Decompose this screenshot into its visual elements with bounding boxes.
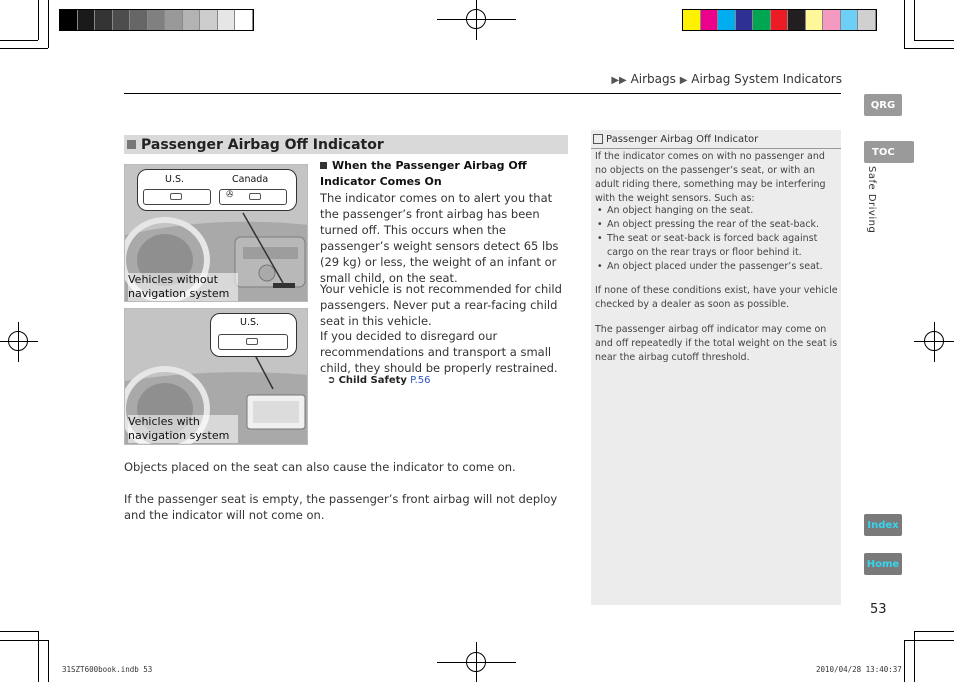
sidebar-title: Passenger Airbag Off Indicator [606,133,759,145]
section-heading [124,135,568,154]
cross-reference[interactable] [327,375,431,386]
square-bullet-icon [127,140,136,149]
crop-mark [38,0,39,40]
color-swatch [701,10,719,30]
color-swatch [60,10,78,30]
crop-mark [904,48,954,49]
paragraph: Objects placed on the seat can also cause the indicator to come on. [124,460,516,474]
sub-heading-text: When the Passenger Airbag Off Indicator Comes On [320,159,527,188]
crop-mark [914,0,915,40]
color-swatch [148,10,166,30]
dashboard-figure-without-nav [124,164,308,302]
color-swatch [823,10,841,30]
crop-mark [0,40,38,41]
sidebar-intro: If the indicator comes on with no passenger and no objects on the passenger’s seat, or with an adult riding there, something may be interfering with the weight sensors. Such as: [595,151,826,204]
crop-mark [904,0,905,48]
color-swatch [183,10,201,30]
color-swatch [78,10,96,30]
breadcrumb-arrow-icon: ▶▶ [611,75,627,86]
gray-color-bar [59,9,254,31]
sidebar-paragraph: If none of these conditions exist, have your vehicle checked by a dealer as soon as possible. [595,285,838,310]
crop-mark [914,631,954,632]
color-swatch [736,10,754,30]
crop-mark [904,640,954,641]
color-swatch [218,10,236,30]
color-swatch [235,10,253,30]
registration-mark [8,331,28,351]
footer-timestamp: 2010/04/28 13:40:37 [816,665,902,674]
region-label-us: U.S. [165,174,185,185]
paragraph: If you decided to disregard our recommendations and transport a small child, they should be properly restrained. [320,329,558,375]
registration-mark [924,331,944,351]
color-swatch [753,10,771,30]
paragraph: Your vehicle is not recommended for child passengers. Never put a rear-facing child seat in this vehicle. [320,282,562,328]
crop-mark [48,640,49,682]
color-swatch [858,10,876,30]
notes-sidebar [591,130,841,605]
color-swatch [165,10,183,30]
region-label-us: U.S. [240,317,260,328]
airbag-off-lamp-icon [170,193,182,200]
dashboard-figure-with-nav [124,308,308,445]
figure-caption: Vehicles without navigation system [128,273,238,301]
paragraph: The indicator comes on to alert you that the passenger’s front airbag has been turned off. This occurs when the passenger’s weight sensors detect 65 lbs (29 kg) or less, the weight of an infant or small child, on the seat. [320,191,559,285]
home-tab[interactable]: Home [864,553,902,575]
crop-mark [904,640,905,682]
section-title: Passenger Airbag Off Indicator [141,136,384,153]
breadcrumb-item[interactable]: Airbags [630,72,676,86]
cmyk-color-bar [682,9,877,31]
crop-mark [48,0,49,48]
sidebar-header [591,130,841,149]
sub-heading [320,158,535,190]
header-rule [124,93,841,94]
airbag-off-lamp-icon [246,338,258,345]
qrg-tab[interactable]: QRG [864,94,902,116]
registration-mark [466,652,486,672]
reference-page-link[interactable]: P.56 [410,375,431,386]
note-icon [593,134,603,144]
reference-arrow-icon: ➲ [327,375,336,386]
figure-caption: Vehicles with navigation system [128,415,238,443]
sidebar-paragraph: The passenger airbag off indicator may come on and off repeatedly if the total weight on the seat is near the airbag cutoff threshold. [595,324,838,363]
paragraph: If the passenger seat is empty, the passenger’s front airbag will not deploy and the indicator will not come on. [124,492,558,522]
color-swatch [806,10,824,30]
page-number: 53 [870,602,887,617]
color-swatch [718,10,736,30]
list-item: • The seat or seat-back is forced back against cargo on the rear trays or floor behind it. [595,232,839,260]
color-swatch [113,10,131,30]
color-swatch [771,10,789,30]
list-item: • An object pressing the rear of the seat-back. [595,218,839,232]
region-label-canada: Canada [232,174,269,185]
color-swatch [130,10,148,30]
breadcrumb [611,72,842,86]
list-item: • An object placed under the passenger’s seat. [595,260,839,274]
sidebar-bullet-list [595,204,839,274]
chapter-label: Safe Driving [866,166,877,234]
passenger-airbag-icon: ✇ [226,190,234,200]
reference-label[interactable]: Child Safety [338,375,407,386]
crop-mark [914,631,915,682]
color-swatch [841,10,859,30]
index-tab[interactable]: Index [864,514,902,536]
crop-mark [38,631,39,682]
crop-mark [0,640,48,641]
footer-file-info: 31SZT600book.indb 53 [62,665,153,674]
toc-tab[interactable]: TOC [864,141,914,163]
crop-mark [0,631,38,632]
breadcrumb-item[interactable]: Airbag System Indicators [691,72,842,86]
crop-mark [0,48,48,49]
registration-mark [466,9,486,29]
list-item: • An object hanging on the seat. [595,204,839,218]
square-bullet-icon [320,162,327,169]
breadcrumb-arrow-icon: ▶ [679,75,688,86]
airbag-off-lamp-icon [249,193,261,200]
color-swatch [200,10,218,30]
color-swatch [683,10,701,30]
crop-mark [914,40,954,41]
color-swatch [788,10,806,30]
color-swatch [95,10,113,30]
